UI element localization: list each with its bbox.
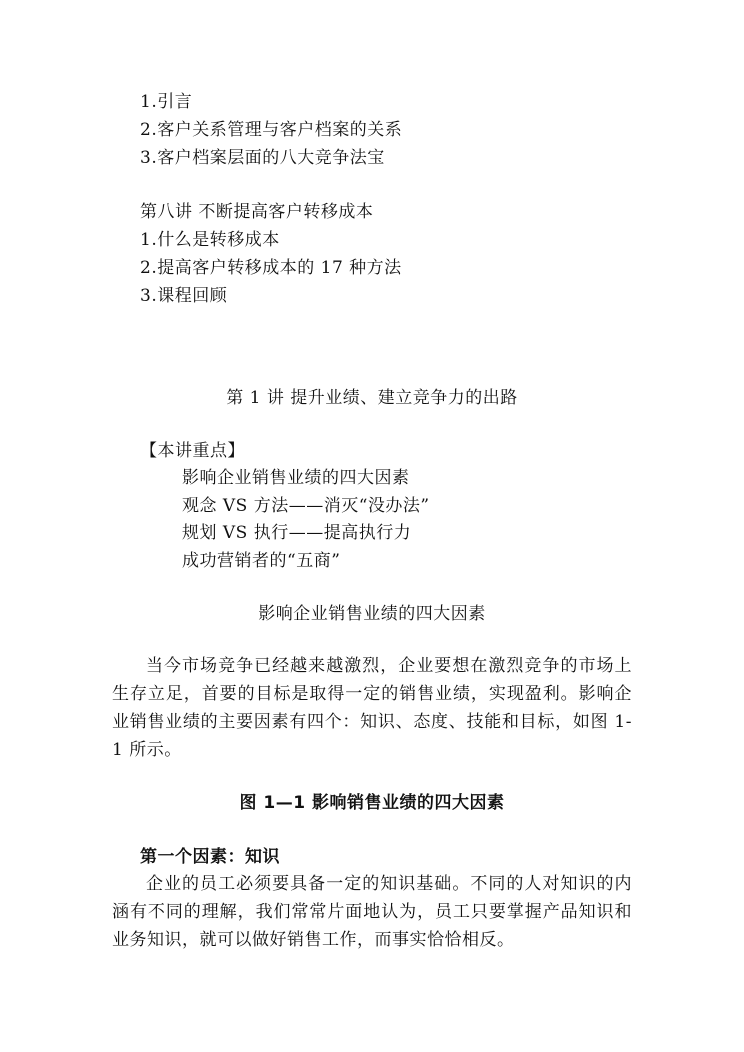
key-points-label: 【本讲重点】 <box>140 441 245 461</box>
lecture1-title: 第 1 讲 提升业绩、建立竞争力的出路 <box>226 388 518 408</box>
section-title: 影响企业销售业绩的四大因素 <box>258 604 486 624</box>
key-point-3: 规划 VS 执行——提高执行力 <box>182 523 412 543</box>
lecture8-item-1: 1.什么是转移成本 <box>140 230 280 250</box>
list-item-intro: 1.引言 <box>140 92 193 112</box>
factor1-heading: 第一个因素：知识 <box>140 847 280 867</box>
figure-caption: 图 1—1 影响销售业绩的四大因素 <box>239 793 505 813</box>
key-point-4: 成功营销者的“五商” <box>182 551 341 571</box>
key-point-1: 影响企业销售业绩的四大因素 <box>182 468 410 488</box>
key-point-2: 观念 VS 方法——消灭“没办法” <box>182 496 430 516</box>
list-item-crm-relation: 2.客户关系管理与客户档案的关系 <box>140 120 403 140</box>
lecture8-title: 第八讲 不断提高客户转移成本 <box>140 202 374 222</box>
lecture8-item-3: 3.课程回顾 <box>140 286 228 306</box>
list-item-eight-weapons: 3.客户档案层面的八大竞争法宝 <box>140 148 385 168</box>
factor1-paragraph: 企业的员工必须要具备一定的知识基础。不同的人对知识的内涵有不同的理解，我们常常片面地认为，员工只要掌握产品知识和业务知识，就可以做好销售工作，而事实恰恰相反。 <box>112 874 632 950</box>
lecture8-item-2: 2.提高客户转移成本的 17 种方法 <box>140 258 402 278</box>
intro-paragraph: 当今市场竞争已经越来越激烈，企业要想在激烈竞争的市场上生存立足，首要的目标是取得一定的销售业绩，实现盈利。影响企业销售业绩的主要因素有四个：知识、态度、技能和目标，如图 1-1 所示。 <box>112 656 632 760</box>
